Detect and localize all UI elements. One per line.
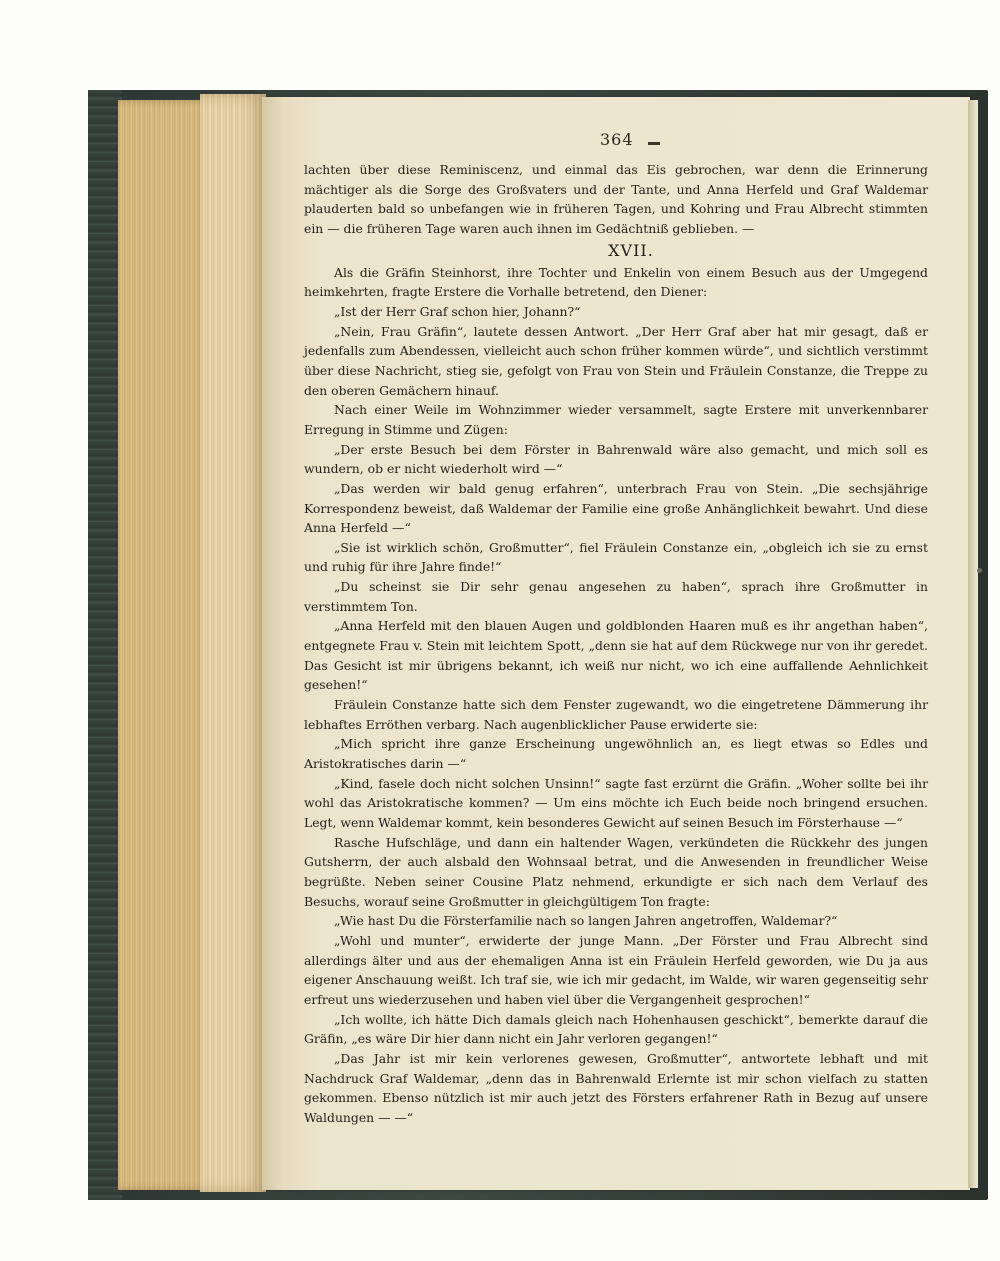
paragraph: „Ist der Herr Graf schon hier, Johann?“	[334, 303, 581, 319]
paragraph: „Das werden wir bald genug erfahren“, unterbrach Frau von Stein. „Die sechsjährige Korrespondenz beweist, daß Waldemar der Familie eine große Anhänglichkeit bewahrt. Und diese Anna Herfeld —“	[304, 480, 928, 536]
page-number: 364	[600, 130, 634, 149]
chapter-heading: XVII.	[608, 240, 654, 260]
paragraph: „Der erste Besuch bei dem Förster in Bahrenwald wäre also gemacht, und mich soll es wundern, ob er nicht wiederholt wird —“	[304, 441, 928, 477]
paragraph: „Du scheinst sie Dir sehr genau angesehen zu haben“, sprach ihre Großmutter in verstimmtem Ton.	[304, 579, 928, 614]
page-stack	[200, 94, 266, 1192]
paragraph: „Das Jahr ist mir kein verlorenes gewesen, Großmutter“, antwortete lebhaft und mit Nachdruck Graf Waldemar, „denn das in Bahrenwald Erlernte ist mir schon vielfach zu statten gekommen. Ebenso nützlich ist mir auch jetzt des Försters erfahrener Rath in Bezug auf unsere Waldungen — —“	[304, 1050, 928, 1125]
paragraph: Als die Gräfin Steinhorst, ihre Tochter und Enkelin von einem Besuch aus der Umgegend heimkehrten, fragte Erstere die Vorhalle betretend, den Diener:	[304, 264, 928, 300]
page-edge-right	[968, 100, 978, 1188]
paragraph: Rasche Hufschläge, und dann ein haltender Wagen, verkündeten die Rückkehr des jungen Gutsherrn, der auch alsbald den Wohnsaal betrat, und die Anwesenden in freundlicher Weise begrüßte. Neben seiner Cousine Platz nehmend, erkundigte er sich nach dem Verlauf des Besuchs, worauf seine Großmutter in gleichgültigem Ton fragte:	[304, 834, 928, 909]
paragraph: „Sie ist wirklich schön, Großmutter“, fiel Fräulein Constanze ein, „obgleich ich sie zu ernst und ruhig für ihre Jahre finde!“	[304, 539, 928, 575]
paragraph: Fräulein Constanze hatte sich dem Fenster zugewandt, wo die eingetretene Dämmerung ihr lebhaftes Erröthen verbarg. Nach augenblicklicher Pause erwiderte sie:	[304, 697, 928, 732]
opening-paragraph: lachten über diese Reminiscenz, und einmal das Eis gebrochen, war denn die Erinnerung mächtiger als die Sorge des Großvaters und der Tante, und Anna Herfeld und Graf Waldemar plauderten bald so unbefangen wie in früheren Tagen, und Kohring und Frau Albrecht stimmten ein — die früheren Tage waren auch ihnen im Gedächtniß geblieben. —	[304, 162, 928, 236]
paragraph: „Wie hast Du die Försterfamilie nach so langen Jahren angetroffen, Waldemar?“	[334, 913, 838, 929]
page-number-dash	[648, 142, 660, 145]
paragraph: Nach einer Weile im Wohnzimmer wieder versammelt, sagte Erstere mit unverkennbarer Erregung in Stimme und Zügen:	[304, 402, 928, 437]
cover-spine	[88, 90, 122, 1200]
margin-mark	[977, 568, 982, 573]
paragraph: „Kind, fasele doch nicht solchen Unsinn!“ sagte fast erzürnt die Gräfin. „Woher sollte bei ihr wohl das Aristokratische kommen? — Um eins möchte ich Euch beide noch bringend ersuchen. Legt, wenn Waldemar kommt, kein besonderes Gewicht auf seinen Besuch im Försterhause —“	[304, 775, 928, 830]
paragraph: „Anna Herfeld mit den blauen Augen und goldblonden Haaren muß es ihr angethan haben“, entgegnete Frau v. Stein mit leichtem Spott, „denn sie hat auf dem Rückwege nur von ihr geredet. Das Gesicht ist mir übrigens bekannt, ich weiß nur nicht, wo ich eine auffallende Aehnlichkeit gesehen!“	[304, 618, 928, 693]
page-text	[304, 160, 928, 1128]
paragraph: „Nein, Frau Gräfin“, lautete dessen Antwort. „Der Herr Graf aber hat mir gesagt, daß er jedenfalls zum Abendessen, vielleicht auch schon früher kommen würde“, und sichtlich verstimmt über diese Nachricht, stieg sie, gefolgt von Frau von Stein und Fräulein Constanze, die Treppe zu den oberen Gemächern hinauf.	[304, 323, 928, 398]
paragraph: „Mich spricht ihre ganze Erscheinung ungewöhnlich an, es liegt etwas so Edles und Aristokratisches darin —“	[304, 736, 928, 772]
page-edges-left	[118, 100, 210, 1190]
paragraph: „Wohl und munter“, erwiderte der junge Mann. „Der Förster und Frau Albrecht sind allerdings älter und aus der ehemaligen Anna ist ein Fräulein Herfeld geworden, wie Du ja aus eigener Anschauung weißt. Ich traf sie, wie ich mir gedacht, im Walde, wir waren gegenseitig sehr erfreut uns wiederzusehen und haben viel über die Vergangenheit gesprochen!“	[304, 932, 928, 1007]
paragraph: „Ich wollte, ich hätte Dich damals gleich nach Hohenhausen geschickt“, bemerkte darauf die Gräfin, „es wäre Dir hier dann nicht ein Jahr verloren gegangen!“	[304, 1011, 928, 1047]
